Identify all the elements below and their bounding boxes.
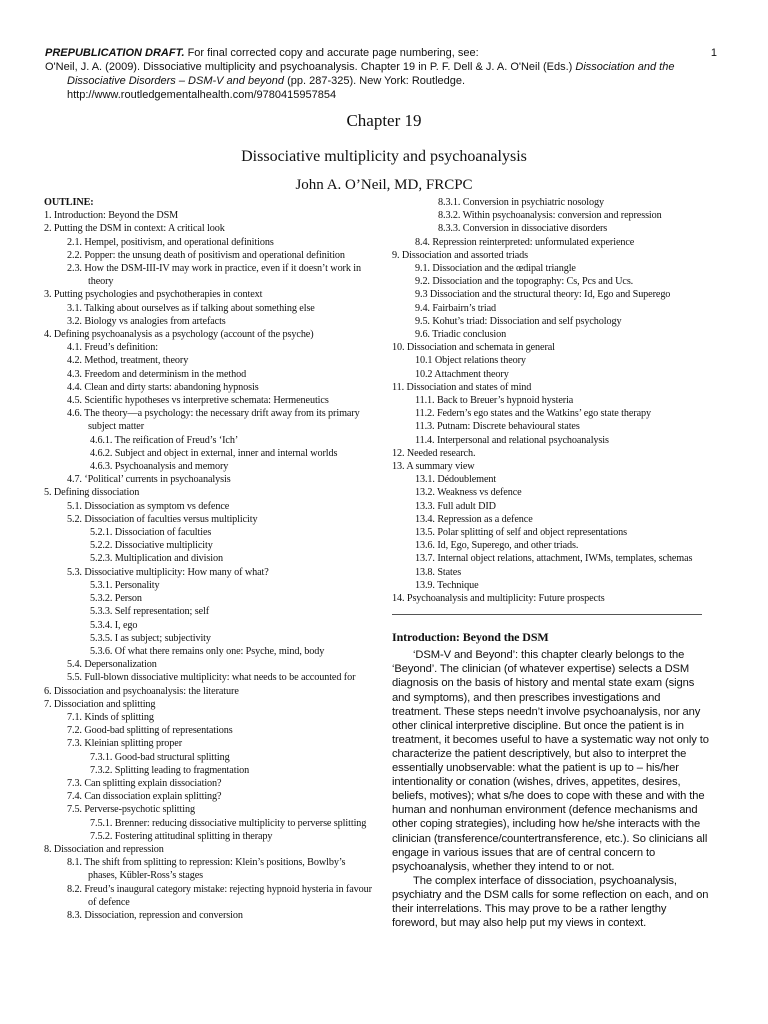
outline-item: 5.2.1. Dissociation of faculties: [90, 527, 212, 539]
outline-item: 8. Dissociation and repression: [44, 843, 164, 855]
outline-item: 11. Dissociation and states of mind: [392, 381, 532, 393]
citation-book-title-part2: Dissociative Disorders – DSM-V and beyond: [67, 75, 285, 87]
outline-item: 7.3.1. Good-bad structural splitting: [90, 751, 230, 763]
body-paragraph: The complex interface of dissociation, psychoanalysis, psychiatry and the DSM calls for some reflection on each, and on their interrelations. This may prove to be a rather lengthy foreword, but may also help put my views in context.: [392, 874, 709, 930]
outline-item: 9.5. Kohut’s triad: Dissociation and self psychology: [415, 315, 622, 327]
outline-item: 4.6.2. Subject and object in external, inner and internal worlds: [90, 447, 338, 459]
outline-item: 4.1. Freud’s definition:: [67, 342, 158, 354]
body-paragraph: ‘DSM-V and Beyond’: this chapter clearly belongs to the ‘Beyond’. The clinician (of whatever expertise) selects a DSM diagnosis on the basis of history and mental state exam (signs and symptoms), and then prescribes investigations and treatment. These steps needn’t involve psychoanalysis, nor any other clinical interpretive discipline. But once the patient is in treatment, it becomes useful to have a systematic way not only to characterize the patient descriptively, but also to interpret the essentially unobservable: what the patient is up to – his/her intentionality or conation (wishes, drives, appetites, desires, beliefs, motives); what s/he does to cope with these and with the human and nonhuman environment (defence mechanisms and other coping strategies), including how he/she interacts with the clinician (transference/countertransference, etc.). So clinicians all engage in various issues that are of central concern to psychoanalysis, whether they intend to or not.: [392, 649, 709, 873]
outline-item: 7. Dissociation and splitting: [44, 698, 156, 710]
author-name: John A. O’Neil, MD, FRCPC: [295, 177, 473, 193]
outline-item: 7.5.1. Brenner: reducing dissociative multiplicity to perverse splitting: [90, 817, 367, 829]
header-notice: For final corrected copy and accurate page numbering, see:: [184, 47, 479, 59]
citation-pages-publisher: (pp. 287-325). New York: Routledge.: [284, 75, 466, 87]
outline-item: 4. Defining psychoanalysis as a psychology (account of the psyche): [44, 329, 314, 341]
outline-item: 9.4. Fairbairn’s triad: [415, 302, 496, 314]
outline-item: 2.2. Popper: the unsung death of positivism and operational definition: [67, 249, 345, 261]
outline-heading: OUTLINE:: [44, 197, 94, 208]
outline-item: 5.4. Depersonalization: [67, 659, 157, 671]
outline-item: 13.9. Technique: [415, 579, 479, 591]
header-line-3: [45, 74, 717, 88]
outline-item: 10. Dissociation and schemata in general: [392, 342, 555, 354]
outline-item: 4.5. Scientific hypotheses vs interpretive schemata: Hermeneutics: [67, 395, 329, 407]
outline-item: 13.8. States: [415, 566, 462, 578]
right-column: [392, 196, 712, 930]
outline-item: 2.1. Hempel, positivism, and operational definitions: [67, 236, 274, 248]
outline-item: 9.2. Dissociation and the topography: Cs, Pcs and Ucs.: [415, 276, 634, 288]
header-line-1: [45, 46, 717, 60]
outline-item: 4.6.1. The reification of Freud’s ‘Ich’: [90, 434, 239, 446]
chapter-number: Chapter 19: [346, 111, 422, 130]
outline-item: 5.3.3. Self representation; self: [90, 606, 210, 618]
outline-item: 5. Defining dissociation: [44, 487, 140, 499]
outline-item: 5.2. Dissociation of faculties versus multiplicity: [67, 513, 258, 525]
outline-item: 8.4. Repression reinterpreted: unformulated experience: [415, 236, 635, 248]
outline-item: 5.3. Dissociative multiplicity: How many of what?: [67, 566, 269, 578]
outline-item: 5.3.6. Of what there remains only one: Psyche, mind, body: [90, 645, 325, 657]
outline-item: 14. Psychoanalysis and multiplicity: Future prospects: [392, 593, 605, 605]
outline-item: 3. Putting psychologies and psychotherapies in context: [44, 289, 263, 301]
outline-item: 13. A summary view: [392, 461, 475, 473]
outline-item: 6. Dissociation and psychoanalysis: the literature: [44, 685, 239, 697]
outline-item: 7.5. Perverse-psychotic splitting: [67, 804, 195, 816]
citation-book-title-part1: Dissociation and the: [575, 61, 675, 73]
outline-item: 10.2 Attachment theory: [415, 368, 509, 380]
outline-item: 8.3. Dissociation, repression and conversion: [67, 909, 243, 921]
citation-text: O'Neil, J. A. (2009). Dissociative multiplicity and psychoanalysis. Chapter 19 in P. F. Dell & J. A. O'Neil (Eds.): [45, 61, 576, 73]
outline-item: 13.3. Full adult DID: [415, 500, 496, 512]
outline-item: 5.3.5. I as subject; subjectivity: [90, 632, 211, 644]
outline-item: 11.2. Federn’s ego states and the Watkins’ ego state therapy: [415, 408, 652, 420]
outline-item: 10.1 Object relations theory: [415, 355, 526, 367]
outline-item: 5.5. Full-blown dissociative multiplicity: what needs to be accounted for: [67, 672, 356, 684]
section-heading: Introduction: Beyond the DSM: [392, 630, 549, 645]
page-number: 1: [710, 47, 717, 59]
outline-list-left: [44, 209, 374, 922]
outline-item: 5.3.2. Person: [90, 593, 142, 605]
outline-item: 9.6. Triadic conclusion: [415, 329, 507, 341]
outline-item: 8.3.1. Conversion in psychiatric nosology: [438, 197, 604, 208]
outline-item: 11.1. Back to Breuer’s hypnoid hysteria: [415, 395, 574, 407]
outline-item: 4.4. Clean and dirty starts: abandoning hypnosis: [67, 381, 259, 393]
citation-url[interactable]: http://www.routledgementalhealth.com/9780415957854: [67, 89, 337, 101]
outline-item: 13.2. Weakness vs defence: [415, 487, 522, 499]
outline-item: 5.3.1. Personality: [90, 579, 160, 591]
outline-item: 5.2.3. Multiplication and division: [90, 553, 223, 565]
outline-item: 8.2. Freud’s inaugural category mistake: rejecting hypnoid hysteria in favour of defence: [67, 883, 372, 908]
outline-item: 2.3. How the DSM-III-IV may work in practice, even if it doesn’t work in theory: [67, 263, 362, 288]
outline-item: 7.4. Can dissociation explain splitting?: [67, 791, 222, 803]
outline-item: 5.3.4. I, ego: [90, 619, 138, 631]
outline-item: 3.1. Talking about ourselves as if talking about something else: [67, 302, 315, 314]
outline-item: 7.1. Kinds of splitting: [67, 711, 154, 723]
outline-item: 3.2. Biology vs analogies from artefacts: [67, 315, 226, 327]
outline-item: 7.2. Good-bad splitting of representations: [67, 725, 233, 737]
outline-item: 9.3 Dissociation and the structural theory: Id, Ego and Superego: [415, 289, 671, 301]
outline-item: 9.1. Dissociation and the œdipal triangle: [415, 263, 576, 275]
outline-item: 4.6. The theory—a psychology: the necessary drift away from its primary subject matter: [67, 408, 360, 433]
outline-item: 7.3. Can splitting explain dissociation?: [67, 777, 222, 789]
outline-item: 11.3. Putnam: Discrete behavioural states: [415, 421, 580, 433]
outline-item: 13.5. Polar splitting of self and object representations: [415, 527, 627, 539]
prepublication-label: PREPUBLICATION DRAFT.: [45, 47, 185, 59]
section-divider: [392, 614, 702, 615]
outline-item: 7.3.2. Splitting leading to fragmentation: [90, 764, 250, 776]
outline-item: 7.5.2. Fostering attitudinal splitting in therapy: [90, 830, 273, 842]
header-line-2: [45, 60, 717, 74]
outline-item: 2. Putting the DSM in context: A critical look: [44, 223, 225, 235]
outline-item: 4.2. Method, treatment, theory: [67, 355, 189, 367]
outline-item: 8.3.2. Within psychoanalysis: conversion and repression: [438, 210, 662, 222]
outline-item: 5.2.2. Dissociative multiplicity: [90, 540, 213, 552]
outline-item: 8.3.3. Conversion in dissociative disorders: [438, 223, 608, 235]
outline-item: 13.7. Internal object relations, attachment, IWMs, templates, schemas: [415, 553, 693, 565]
prepublication-header: [45, 46, 717, 102]
outline-item: 4.6.3. Psychoanalysis and memory: [90, 461, 229, 473]
outline-item: 9. Dissociation and assorted triads: [392, 249, 528, 261]
outline-item: 7.3. Kleinian splitting proper: [67, 738, 182, 750]
outline-item: 13.1. Dédoublement: [415, 474, 497, 486]
outline-item: 13.4. Repression as a defence: [415, 513, 533, 525]
outline-left-column: [44, 196, 374, 922]
header-line-4: [45, 88, 717, 102]
outline-item: 13.6. Id, Ego, Superego, and other triads.: [415, 540, 579, 552]
outline-item: 8.1. The shift from splitting to repression: Klein’s positions, Bowlby’s phases, Kübler-Ross’s stages: [67, 857, 346, 882]
outline-item: 4.7. ‘Political’ currents in psychoanalysis: [67, 474, 231, 486]
outline-item: 1. Introduction: Beyond the DSM: [44, 210, 179, 222]
title-block: [0, 110, 768, 194]
outline-item: 12. Needed research.: [392, 447, 476, 459]
outline-item: 11.4. Interpersonal and relational psychoanalysis: [415, 434, 609, 446]
chapter-title: Dissociative multiplicity and psychoanalysis: [241, 148, 527, 165]
outline-item: 4.3. Freedom and determinism in the method: [67, 368, 247, 380]
outline-item: 5.1. Dissociation as symptom vs defence: [67, 500, 230, 512]
outline-list-right: [392, 196, 712, 605]
